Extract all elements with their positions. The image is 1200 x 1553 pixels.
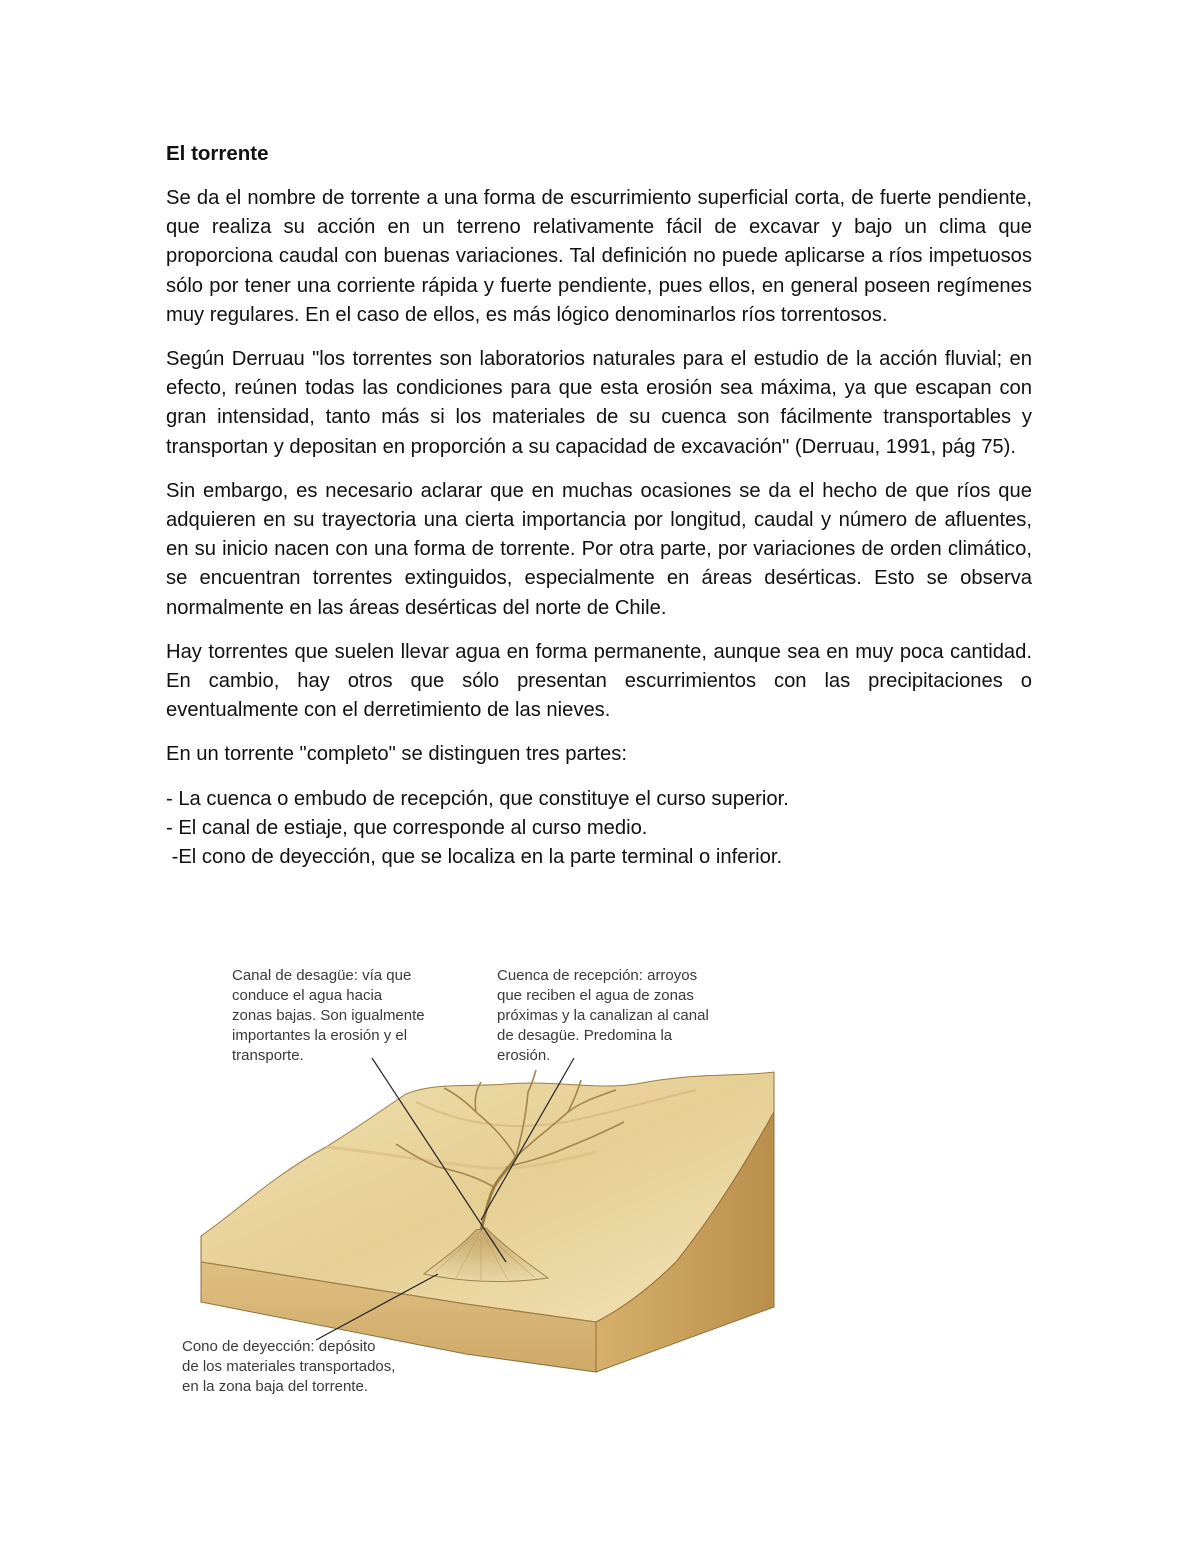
paragraph-2: Según Derruau "los torrentes son laboratorios naturales para el estudio de la acción fluvial; en efecto, reúnen todas las condiciones para que esta erosión sea máxima, ya que escapan con gran intensidad, tanto más si los materiales de su cuenca son fácilmente transportables y transportan y depositan en proporción a su capacidad de excavación" (Derruau, 1991, pág 75). [166, 348, 1032, 458]
caption-cono: Cono de deyección: depósito de los materiales transportados, en la zona baja del torrente. [182, 1338, 396, 1395]
paragraph-3: Sin embargo, es necesario aclarar que en muchas ocasiones se da el hecho de que ríos que adquieren en su trayectoria una cierta importancia por longitud, caudal y número de afluentes, en su inicio nacen con una forma de torrente. Por otra parte, por variaciones de orden climático, se encuentran torrentes extinguidos, especialmente en áreas desérticas. Esto se observa normalmente en las áreas desérticas del norte de Chile. [166, 479, 1032, 619]
document-title: El torrente [166, 142, 269, 165]
parts-list [166, 785, 1032, 872]
parts-intro: En un torrente "completo" se distinguen tres partes: [166, 743, 627, 766]
caption-cuenca: Cuenca de recepción: arroyos que reciben el agua de zonas próximas y la canalizan al canal de desagüe. Predomina la erosión. [497, 967, 709, 1064]
list-item: -El cono de deyección, que se localiza en la parte terminal o inferior. [166, 845, 783, 868]
list-item: - El canal de estiaje, que corresponde al curso medio. [166, 816, 648, 839]
list-item: - La cuenca o embudo de recepción, que constituye el curso superior. [166, 787, 789, 810]
caption-canal: Canal de desagüe: vía que conduce el agua hacia zonas bajas. Son igualmente importantes la erosión y el transporte. [232, 967, 425, 1064]
document-body [166, 140, 1032, 872]
paragraph-1: Se da el nombre de torrente a una forma de escurrimiento superficial corta, de fuerte pendiente, que realiza su acción en un terreno relativamente fácil de excavar y bajo un clima que proporciona caudal con buenas variaciones. Tal definición no puede aplicarse a ríos impetuosos sólo por tener una corriente rápida y fuerte pendiente, pues ellos, en general poseen regímenes muy regulares. En el caso de ellos, es más lógico denominarlos ríos torrentosos. [166, 187, 1032, 326]
paragraph-4: Hay torrentes que suelen llevar agua en forma permanente, aunque sea en muy poca cantidad. En cambio, hay otros que sólo presentan escurrimientos con las precipitaciones o eventualmente con el derretimiento de las nieves. [166, 640, 1032, 722]
